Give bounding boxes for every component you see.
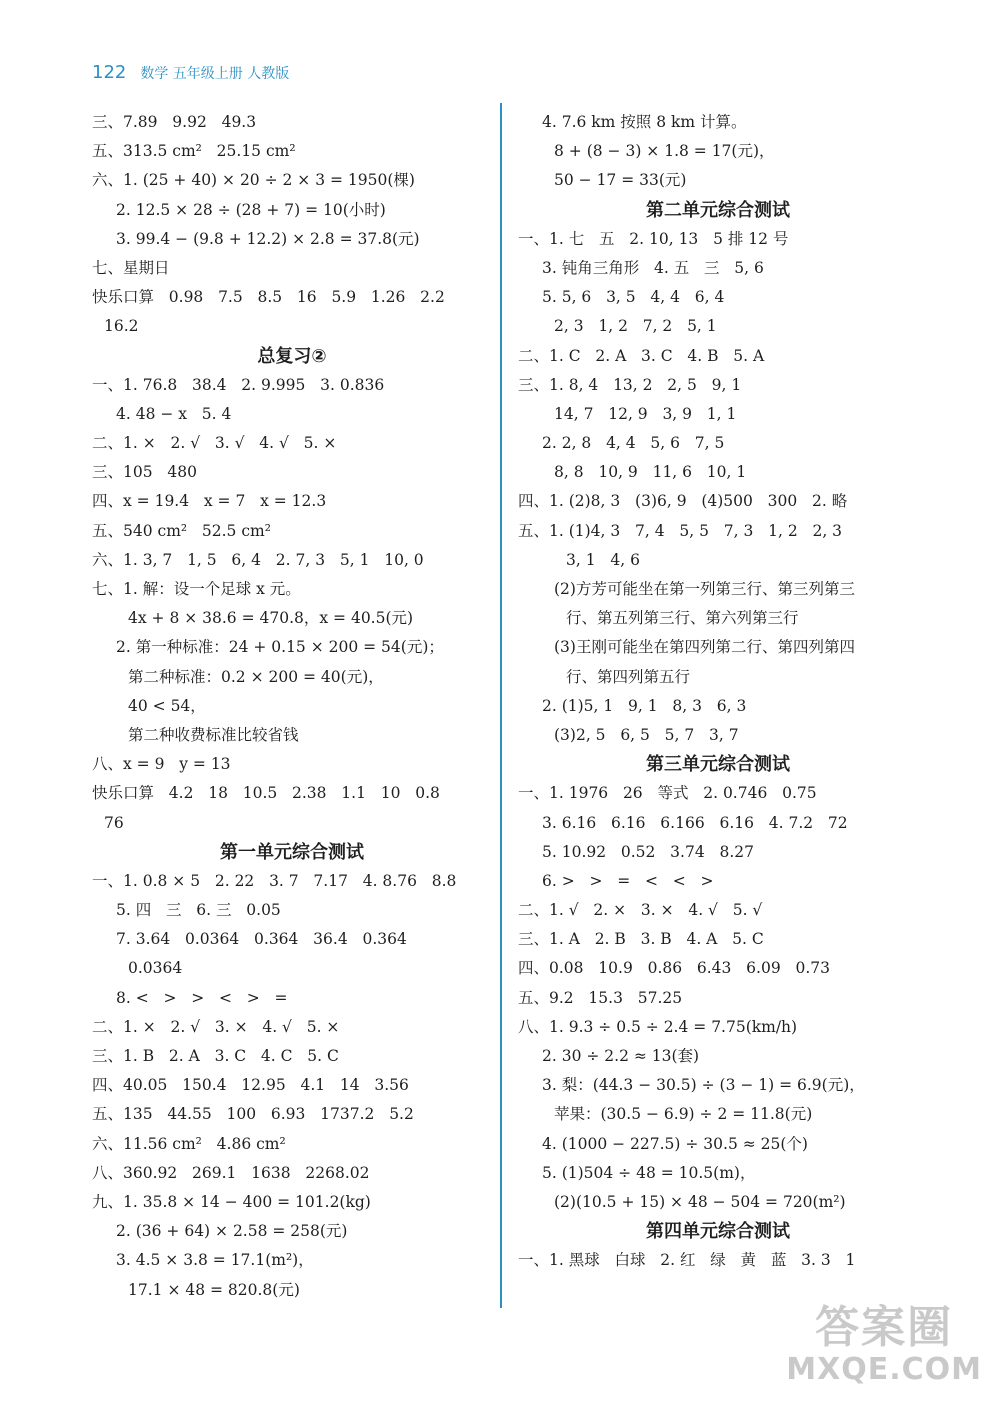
answer-line: 三、1. 8, 4 13, 2 2, 5 9, 1	[518, 375, 742, 394]
answer-line: 七、1. 解：设一个足球 x 元。	[92, 580, 301, 598]
answer-line: 17.1 × 48 = 820.8(元)	[128, 1280, 300, 1299]
section-title: 第二单元综合测试	[646, 199, 790, 221]
answer-line: 3. 钝角三角形 4. 五 三 5, 6	[542, 258, 764, 277]
answer-line: 6. > > = < < >	[542, 871, 714, 890]
answer-line: 50 − 17 = 33(元)	[554, 171, 687, 190]
answer-line: 8 + (8 − 3) × 1.8 = 17(元)，	[554, 142, 775, 161]
section-title: 第四单元综合测试	[646, 1221, 790, 1243]
answer-line: 3, 1 4, 6	[566, 550, 640, 569]
answer-line: 五、135 44.55 100 6.93 1737.2 5.2	[92, 1105, 414, 1124]
answer-line: 四、x = 19.4 x = 7 x = 12.3	[92, 492, 327, 511]
watermark-site: MXQE.COM	[786, 1352, 982, 1387]
answer-line: 14, 7 12, 9 3, 9 1, 1	[554, 404, 737, 423]
answer-line: 三、1. A 2. B 3. B 4. A 5. C	[518, 930, 764, 949]
section-title: 总复习②	[257, 345, 327, 367]
answer-line: 三、105 480	[92, 463, 197, 482]
answer-line: 4. (1000 − 227.5) ÷ 30.5 ≈ 25(个)	[542, 1134, 808, 1153]
answer-line: 4. 7.6 km 按照 8 km 计算。	[542, 113, 747, 131]
answer-line: 八、360.92 269.1 1638 2268.02	[92, 1163, 370, 1182]
left-answer-column	[92, 108, 492, 1305]
page-number: 122	[92, 62, 127, 83]
answer-line: (2)方芳可能坐在第一列第三行、第三列第三	[554, 580, 855, 598]
answer-line: 一、1. 黑球 白球 2. 红 绿 黄 蓝 3. 3 1	[518, 1251, 856, 1270]
answer-line: (2)(10.5 + 15) × 48 − 504 = 720(m²)	[554, 1192, 846, 1211]
answer-line: 7. 3.64 0.0364 0.364 36.4 0.364	[116, 930, 407, 949]
answer-line: 5. 5, 6 3, 5 4, 4 6, 4	[542, 288, 725, 307]
answer-line: 五、9.2 15.3 57.25	[518, 988, 683, 1007]
answer-line: 一、1. 76.8 38.4 2. 9.995 3. 0.836	[92, 375, 385, 394]
answer-line: 2. 30 ÷ 2.2 ≈ 13(套)	[542, 1047, 700, 1065]
answer-line: 行、第五列第三行、第六列第三行	[566, 609, 799, 628]
answer-line: 2. 2, 8 4, 4 5, 6 7, 5	[542, 434, 725, 453]
answer-line: 三、1. B 2. A 3. C 4. C 5. C	[92, 1047, 339, 1065]
answer-line: 2. 12.5 × 28 ÷ (28 + 7) = 10(小时)	[116, 200, 386, 219]
answer-line: 七、星期日	[92, 258, 170, 277]
column-divider	[500, 103, 502, 1308]
answer-line: 一、1. 0.8 × 5 2. 22 3. 7 7.17 4. 8.76 8.8	[92, 871, 457, 890]
answer-line: (3)2, 5 6, 5 5, 7 3, 7	[554, 725, 739, 744]
answer-line: 九、1. 35.8 × 14 − 400 = 101.2(kg)	[92, 1192, 371, 1211]
answer-line: 二、1. √ 2. × 3. × 4. √ 5. √	[518, 901, 763, 920]
answer-line: 5. (1)504 ÷ 48 = 10.5(m)，	[542, 1163, 756, 1182]
answer-line: 六、1. (25 + 40) × 20 ÷ 2 × 3 = 1950(棵)	[92, 171, 415, 190]
answer-line: 8, 8 10, 9 11, 6 10, 1	[554, 463, 747, 482]
answer-line: 3. 99.4 − (9.8 + 12.2) × 2.8 = 37.8(元)	[116, 229, 420, 248]
answer-line: 4x + 8 × 38.6 = 470.8，x = 40.5(元)	[128, 609, 414, 628]
watermark	[786, 1303, 982, 1387]
answer-line: 3. 6.16 6.16 6.166 6.16 4. 7.2 72	[542, 813, 848, 832]
answer-line: 行、第四列第五行	[566, 667, 691, 686]
right-answer-column	[518, 108, 918, 1276]
answer-line: 三、7.89 9.92 49.3	[92, 113, 257, 131]
answer-line: 二、1. × 2. √ 3. × 4. √ 5. ×	[92, 1017, 340, 1036]
answer-line: 8. < > > < > =	[116, 988, 288, 1007]
answer-line: 5. 四 三 6. 三 0.05	[116, 901, 281, 920]
answer-line: 0.0364	[128, 959, 183, 978]
answer-line: 76	[104, 813, 124, 832]
answer-line: 二、1. C 2. A 3. C 4. B 5. A	[518, 346, 765, 365]
answer-line: 一、1. 七 五 2. 10, 13 5 排 12 号	[518, 229, 789, 248]
answer-line: 二、1. × 2. √ 3. √ 4. √ 5. ×	[92, 434, 337, 453]
answer-line: 五、313.5 cm² 25.15 cm²	[92, 142, 296, 161]
answer-line: 2. (36 + 64) × 2.58 = 258(元)	[116, 1222, 348, 1241]
answer-line: 四、1. (2)8, 3 (3)6, 9 (4)500 300 2. 略	[518, 492, 848, 511]
answer-line: 2, 3 1, 2 7, 2 5, 1	[554, 317, 717, 336]
answer-line: 苹果：(30.5 − 6.9) ÷ 2 = 11.8(元)	[554, 1105, 813, 1124]
answer-line: 快乐口算 0.98 7.5 8.5 16 5.9 1.26 2.2	[92, 288, 445, 307]
answer-line: 2. (1)5, 1 9, 1 8, 3 6, 3	[542, 696, 747, 715]
section-title: 第一单元综合测试	[220, 841, 364, 863]
answer-line: 4. 48 − x 5. 4	[116, 404, 232, 423]
answer-line: 八、1. 9.3 ÷ 0.5 ÷ 2.4 = 7.75(km/h)	[518, 1017, 798, 1036]
answer-line: 四、40.05 150.4 12.95 4.1 14 3.56	[92, 1076, 409, 1095]
section-title: 第三单元综合测试	[646, 754, 790, 776]
answer-line: 5. 10.92 0.52 3.74 8.27	[542, 842, 754, 861]
answer-line: 16.2	[104, 317, 139, 336]
book-title: 数学 五年级上册 人教版	[140, 66, 290, 82]
answer-line: 第二种收费标准比较省钱	[128, 725, 299, 744]
answer-line: (3)王刚可能坐在第四列第二行、第四列第四	[554, 638, 855, 657]
answer-line: 快乐口算 4.2 18 10.5 2.38 1.1 10 0.8	[92, 784, 440, 803]
answer-line: 六、11.56 cm² 4.86 cm²	[92, 1134, 286, 1153]
answer-line: 40 < 54，	[128, 696, 206, 715]
answer-line: 六、1. 3, 7 1, 5 6, 4 2. 7, 3 5, 1 10, 0	[92, 550, 424, 569]
page-header	[92, 62, 289, 92]
answer-line: 一、1. 1976 26 等式 2. 0.746 0.75	[518, 784, 817, 803]
watermark-logo: 答案圈	[815, 1302, 954, 1353]
answer-line: 五、1. (1)4, 3 7, 4 5, 5 7, 3 1, 2 2, 3	[518, 521, 843, 540]
answer-line: 四、0.08 10.9 0.86 6.43 6.09 0.73	[518, 959, 830, 978]
answer-line: 3. 梨：(44.3 − 30.5) ÷ (3 − 1) = 6.9(元)，	[542, 1076, 865, 1095]
answer-line: 3. 4.5 × 3.8 = 17.1(m²)，	[116, 1251, 314, 1270]
answer-line: 八、x = 9 y = 13	[92, 755, 231, 774]
answer-line: 五、540 cm² 52.5 cm²	[92, 521, 271, 540]
answer-line: 2. 第一种标准：24 + 0.15 × 200 = 54(元)；	[116, 638, 444, 657]
answer-line: 第二种标准：0.2 × 200 = 40(元)，	[128, 667, 384, 686]
